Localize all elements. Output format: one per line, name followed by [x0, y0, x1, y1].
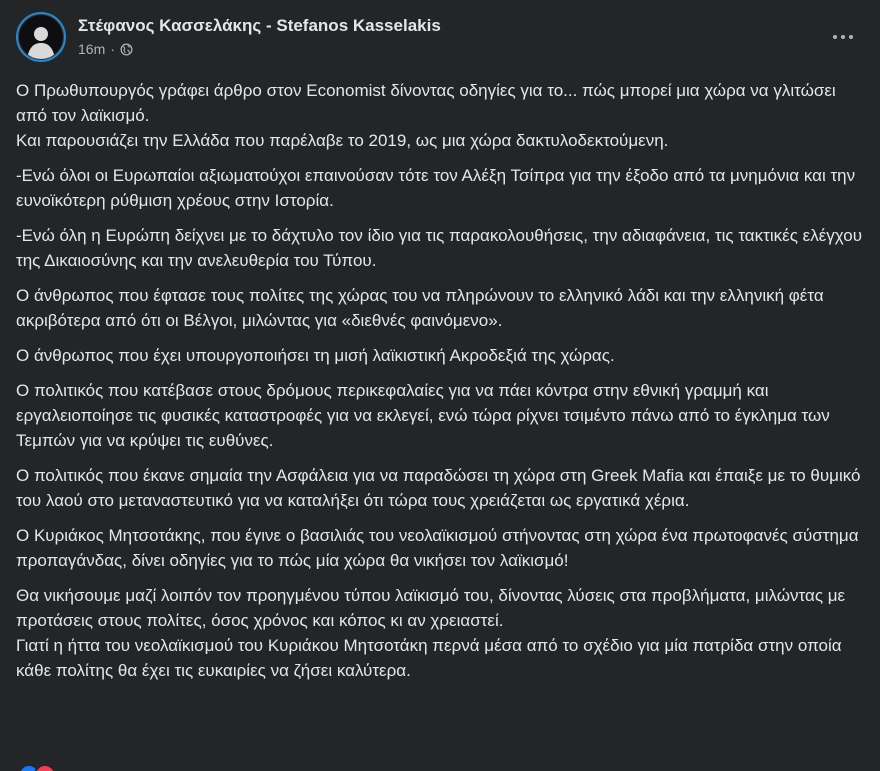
post-paragraph: -Ενώ όλοι οι Ευρωπαίοι αξιωματούχοι επαινούσαν τότε τον Αλέξη Τσίπρα για την έξοδο από τα μνημόνια και την ευνοϊκότερη ρύθμιση χρέους στην Ιστορία. [16, 166, 856, 210]
post-paragraph: Ο πολιτικός που έκανε σημαία την Ασφάλεια για να παραδώσει τη χώρα στη Greek Mafia και έπαιξε με το θυμικό του λαού στο μεταναστευτικό για να καταλήξει ότι τώρα τους χρειάζεται ως εργατικά χέρια. [16, 466, 861, 510]
post-timestamp[interactable]: 16m [78, 41, 106, 57]
post-paragraph: -Ενώ όλη η Ευρώπη δείχνει με το δάχτυλο τον ίδιο για τις παρακολουθήσεις, την αδιαφάνεια, τις τακτικές ελέγχου της Δικαιοσύνης και την ανελευθερία του Τύπου. [16, 226, 862, 270]
post-paragraph: Ο άνθρωπος που έχει υπουργοποιήσει τη μισή λαϊκιστική Ακροδεξιά της χώρας. [16, 346, 615, 365]
reaction-summary[interactable] [18, 764, 56, 771]
post-header [16, 12, 441, 62]
avatar-photo [18, 14, 64, 60]
love-reaction-icon [34, 764, 56, 771]
post-subline [78, 39, 441, 59]
post-paragraph: Ο Κυριάκος Μητσοτάκης, που έγινε ο βασιλιάς του νεολαϊκισμού στήνοντας στη χώρα ένα πρωτοφανές σύστημα προπαγάνδας, δίνει οδηγίες για το πώς μία χώρα θα νικήσει τον λαϊκισμό! [16, 526, 859, 570]
person-silhouette-icon [21, 19, 61, 59]
more-options-icon [833, 35, 837, 39]
author-name[interactable]: Στέφανος Κασσελάκης - Stefanos Kasselakis [78, 16, 441, 35]
globe-icon[interactable] [120, 43, 133, 56]
post-paragraph: Θα νικήσουμε μαζί λοιπόν τον προηγμένου τύπου λαϊκισμό του, δίνοντας λύσεις στα προβλήματα, μιλώντας με προτάσεις στους πολίτες, όσος χρόνος και κόπος κι αν χρειαστεί. Γιατί η ήττα του νεολαϊκισμού του Κυριάκου Μητσοτάκη περνά μέσα από το σχέδιο για μία πατρίδα στην οποία κάθε πολίτης θα έχει τις ευκαιρίες να ζήσει καλύτερα. [16, 586, 846, 680]
more-options-icon-dot [849, 35, 853, 39]
more-options-icon-dot [841, 35, 845, 39]
post-text [16, 78, 866, 693]
post-paragraph: Ο Πρωθυπουργός γράφει άρθρο στον Economist δίνοντας οδηγίες για το... πώς μπορεί μια χώρα να γλιτώσει από τον λαϊκισμό. Και παρουσιάζει την Ελλάδα που παρέλαβε το 2019, ως μια χώρα δακτυλοδεκτούμενη. [16, 81, 836, 150]
post-meta [78, 15, 441, 59]
post-paragraph: Ο άνθρωπος που έφτασε τους πολίτες της χώρας του να πληρώνουν το ελληνικό λάδι και την ελληνική φέτα ακριβότερα από ότι οι Βέλγοι, μιλώντας για «διεθνές φαινόμενο». [16, 286, 824, 330]
more-options-button[interactable] [826, 22, 860, 52]
post-paragraph: Ο πολιτικός που κατέβασε στους δρόμους περικεφαλαίες για να πάει κόντρα στην εθνική γραμμή και εργαλειοποίησε τις φυσικές καταστροφές για να εκλεγεί, ενώ τώρα ρίχνει τσιμέντο πάνω από το έγκλημα των Τεμπών για να κρύψει τις ευθύνες. [16, 381, 830, 450]
separator: · [110, 41, 115, 57]
avatar[interactable] [16, 12, 66, 62]
